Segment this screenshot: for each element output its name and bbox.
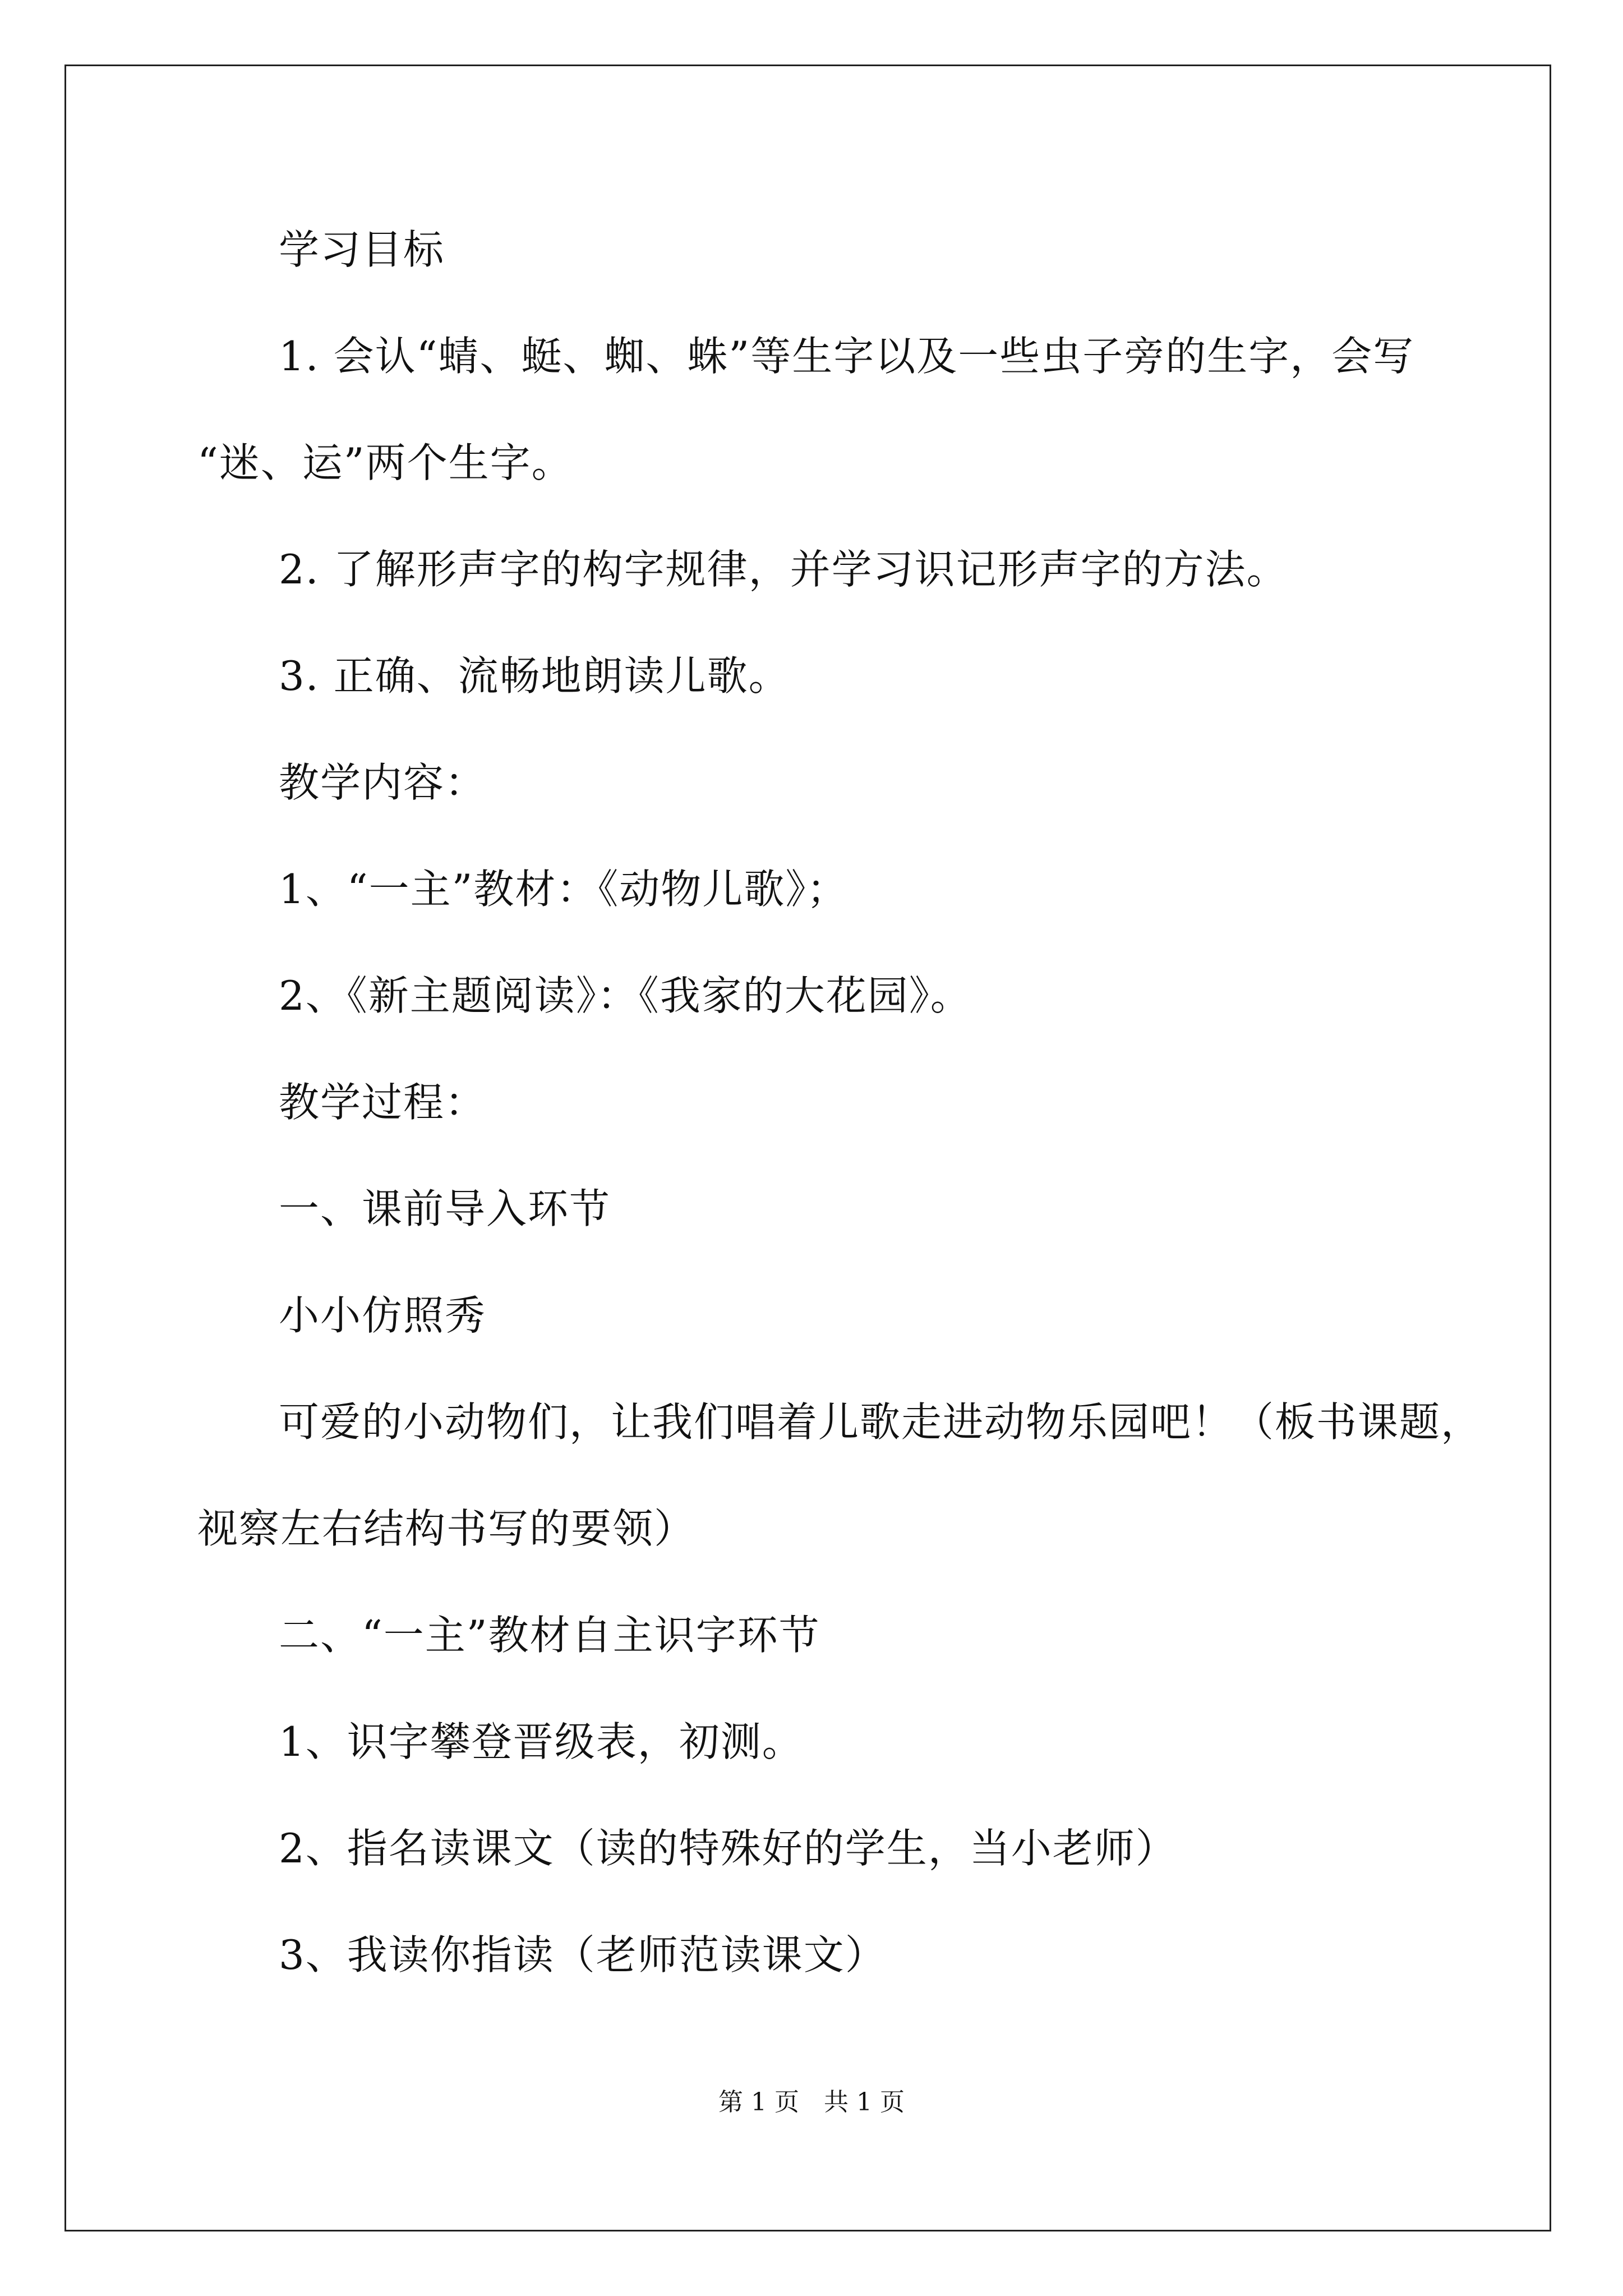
- step-3: 3、我读你指读（老师范读课文）: [279, 1931, 887, 1978]
- activity-title: 小小仿照秀: [279, 1292, 487, 1339]
- goal-3: 3. 正确、流畅地朗读儿歌。: [279, 652, 790, 700]
- goal-1-line-1: 1. 会认“蜻、蜓、蜘、蛛”等生字以及一些虫子旁的生字，会写: [279, 333, 1415, 380]
- content-item-1: 1、“一主”教材：《动物儿歌》；: [279, 866, 849, 913]
- step-1: 1、识字攀登晋级表，初测。: [279, 1718, 804, 1765]
- page-footer: 第 1 页 共 1 页: [718, 2088, 905, 2116]
- step-2: 2、指名读课文（读的特殊好的学生，当小老师）: [279, 1825, 1177, 1872]
- goal-2: 2. 了解形声字的构字规律，并学习识记形声字的方法。: [279, 546, 1288, 593]
- section-1-title: 一、课前导入环节: [279, 1185, 611, 1232]
- heading-learning-goals: 学习目标: [279, 226, 445, 273]
- content-item-2: 2、《新主题阅读》：《我家的大花园》。: [279, 972, 972, 1019]
- paragraph-line-2: 视察左右结构书写的要领）: [197, 1505, 696, 1552]
- section-2-title: 二、“一主”教材自主识字环节: [279, 1612, 820, 1659]
- heading-teaching-process: 教学过程：: [279, 1079, 487, 1126]
- heading-teaching-content: 教学内容：: [279, 759, 487, 806]
- goal-1-line-2: “迷、运”两个生字。: [197, 439, 573, 486]
- paragraph-line-1: 可爱的小动物们，让我们唱着儿歌走进动物乐园吧！（板书课题，: [279, 1398, 1483, 1446]
- page-border: [64, 65, 1551, 2231]
